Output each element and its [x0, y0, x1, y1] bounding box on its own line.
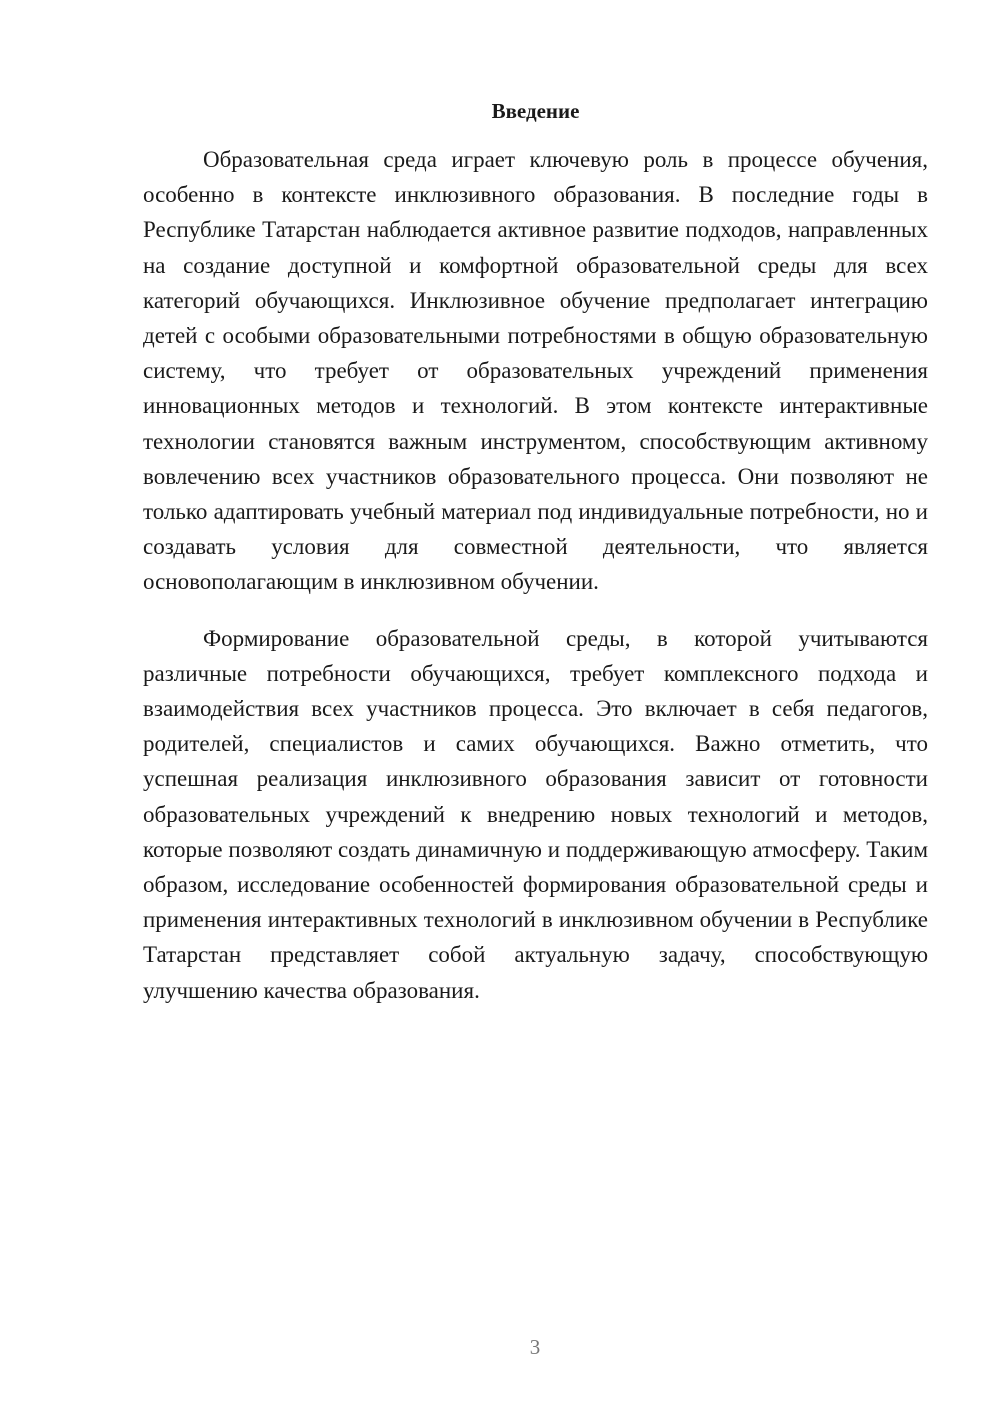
page-number: 3	[529, 1335, 541, 1359]
body-text	[143, 142, 928, 1008]
paragraph-1: Образовательная среда играет ключевую роль в процессе обучения, особенно в контексте инклюзивного образования. В последние годы в Республике Татарстан наблюдается активное развитие подходов, направленных на создание доступной и комфортной образовательной среды для всех категорий обучающихся. Инклюзивное обучение предполагает интеграцию детей с особыми образовательными потребностями в общую образовательную систему, что требует от образовательных учреждений применения инновационных методов и технологий. В этом контексте интерактивные технологии становятся важным инструментом, способствующим активному вовлечению всех участников образовательного процесса. Они позволяют не только адаптировать учебный материал под индивидуальные потребности, но и создавать условия для совместной деятельности, что является основополагающим в инклюзивном обучении.	[143, 147, 928, 595]
paragraph-2: Формирование образовательной среды, в которой учитываются различные потребности обучающихся, требует комплексного подхода и взаимодействия всех участников процесса. Это включает в себя педагогов, родителей, специалистов и самих обучающихся. Важно отметить, что успешная реализация инклюзивного образования зависит от готовности образовательных учреждений к внедрению новых технологий и методов, которые позволяют создать динамичную и поддерживающую атмосферу. Таким образом, исследование особенностей формирования образовательной среды и применения интерактивных технологий в инклюзивном обучении в Республике Татарстан представляет собой актуальную задачу, способствующую улучшению качества образования.	[143, 625, 928, 1003]
section-heading: Введение	[491, 99, 580, 123]
